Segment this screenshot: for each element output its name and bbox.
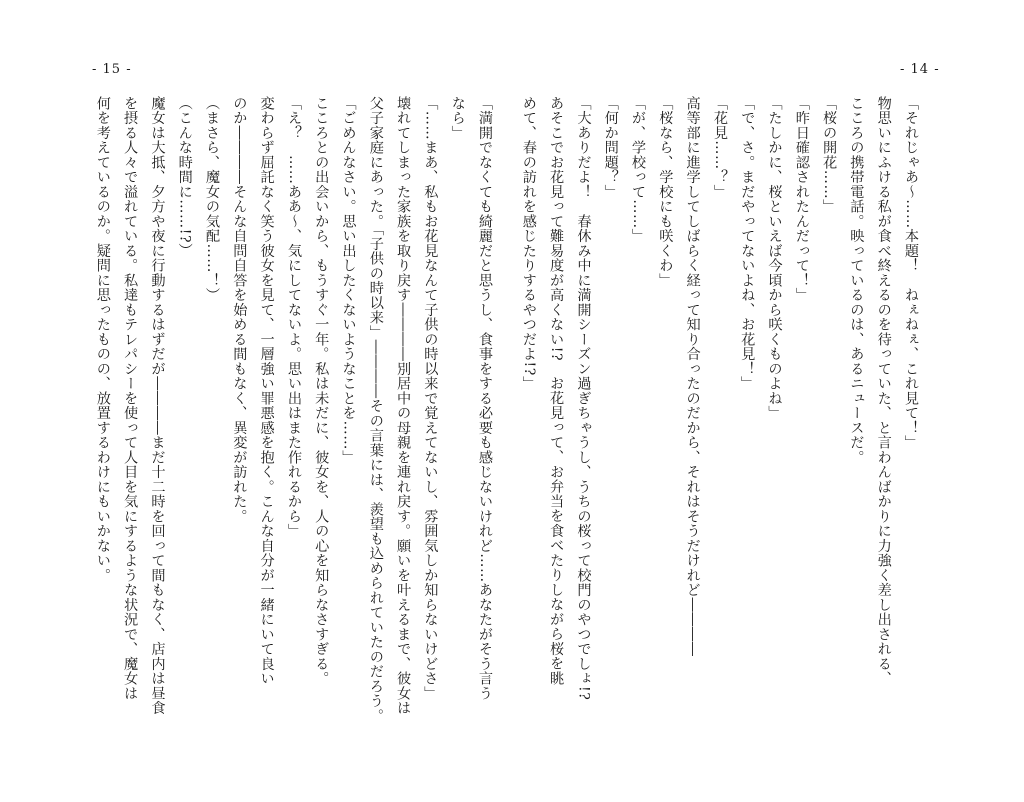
text-line: 「え？ ……ああ〜、気にしてないよ。思い出はまた作れるから」 <box>285 96 302 539</box>
text-line: 「桜の開花……」 <box>821 96 838 214</box>
text-line: 「桜なら、学校にも咲くわ」 <box>657 96 674 288</box>
text-line: 父子家庭にあった。「子供の時以来」――――その言葉には、羨望も込められていたのだろう。 <box>367 96 384 724</box>
text-line: 「花見……？」 <box>711 96 728 200</box>
text-line: 「ごめんなさい。思い出したくないようなことを……」 <box>340 96 357 465</box>
text-line: 高等部に進学してしばらく経って知り合ったのだから、それはそうだけれど―――― <box>684 96 701 657</box>
text-line: 「満開でなくても綺麗だと思うし、食事をする必要も感じないけれど……あなたがそう言う <box>477 96 493 701</box>
text-line: こころとの出会いから、もうすぐ一年。私は未だに、彼女を、人の心を知らなさすぎる。 <box>313 96 330 686</box>
text-line: 「昨日確認されたんだって！」 <box>793 96 810 303</box>
text-line: （こんな時間に……!?） <box>176 96 193 258</box>
text-line: 「……まあ、私もお花見なんて子供の時以来で覚えてないし、雰囲気しか知らないけどさ」 <box>422 96 439 701</box>
page-number-right: - 14 - <box>900 62 940 77</box>
right-page-body <box>512 96 924 732</box>
text-line: 「たしかに、桜といえば今頃から咲くものよね」 <box>766 96 783 421</box>
left-page-body <box>86 96 498 732</box>
text-line: めて、春の訪れを感じたりするやつだよ!?」 <box>520 96 537 391</box>
text-line: あそこでお花見って難易度が高くない!? お花見って、お弁当を食べたりしながら桜を眺 <box>548 96 565 686</box>
text-line: 壊れてしまった家族を取り戻す――――別居中の母親を連れ戻す。願いを叶えるまで、彼女は <box>395 96 412 716</box>
text-line: こころの携帯電話。映っているのは、あるニュースだ。 <box>848 96 865 465</box>
text-line: 「で、さ。まだやってないよね、お花見！」 <box>739 96 756 391</box>
text-line: 物思いにふける私が食べ終えるのを待っていた、と言わんばかりに力強く差し出される、 <box>875 96 892 686</box>
text-line: （まさら、魔女の気配……！） <box>204 96 221 303</box>
text-line: なら」 <box>449 96 466 141</box>
text-line: 魔女は大抵、夕方や夜に行動するはずだが――――まだ十二時を回って間もなく、店内は昼食 <box>149 96 166 716</box>
text-line: 「それじゃあ〜……本題！ ねぇねぇ、これ見て！」 <box>903 96 919 450</box>
text-line: 「大ありだよ！ 春休み中に満開シーズン過ぎちゃうし、うちの桜って校門のやつでしょ!? <box>575 96 592 701</box>
page-number-left: - 15 - <box>92 62 132 77</box>
text-line: 何を考えているのか。疑問に思ったものの、放置するわけにもいかない。 <box>94 96 111 583</box>
text-line: 「何か問題？」 <box>602 96 619 200</box>
text-line: のか――――そんな自問自答を始める間もなく、異変が訪れた。 <box>231 96 248 524</box>
text-line: を摂る人々で溢れている。私達もテレパシーを使って人目を気にするような状況で、魔女は <box>122 96 139 701</box>
text-line: 「が、学校って……」 <box>630 96 647 244</box>
text-line: 変わらず屈託なく笑う彼女を見て、一層強い罪悪感を抱く。こんな自分が一緒にいて良い <box>258 96 275 686</box>
